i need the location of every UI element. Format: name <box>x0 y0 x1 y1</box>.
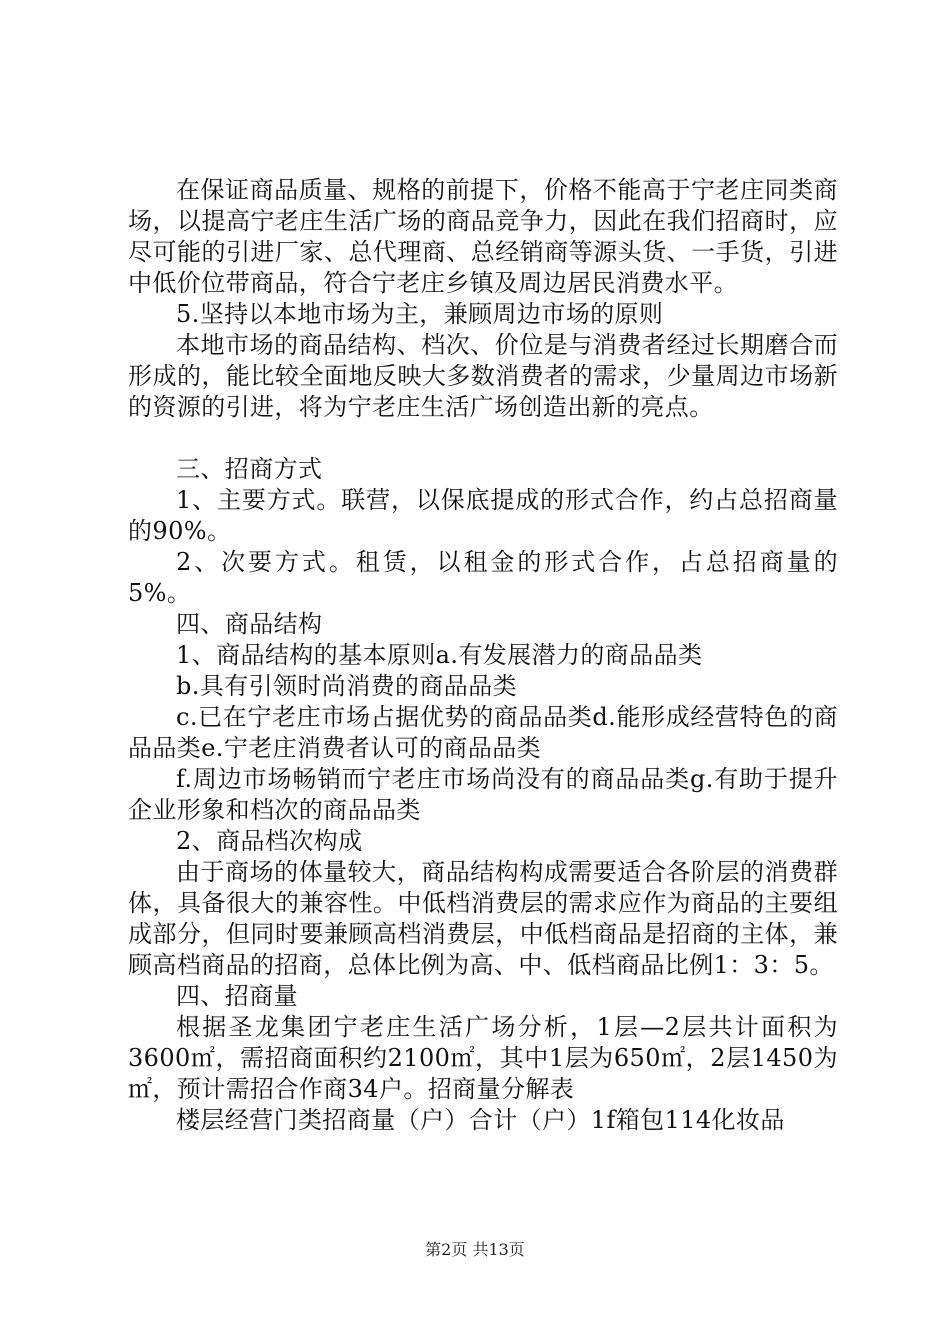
paragraph-volume-table-start: 楼层经营门类招商量（户）合计（户）1f箱包114化妆品 <box>176 1106 785 1134</box>
paragraph-structure-principle-b: b.具有引领时尚消费的商品品类 <box>176 672 517 700</box>
paragraph-structure-principle-a: 1、商品结构的基本原则a.有发展潜力的商品品类 <box>176 641 703 669</box>
paragraph-product-grade: 由于商场的体量较大，商品结构构成需要适合各阶层的消费群体，具备很大的兼容性。中低档消费层的需求应作为商品的主要组成部分，但同时要兼顾高档消费层，中低档商品是招商的主体，兼顾高档商品的招商，总体比例为高、中、低档商品比例1：3：5。 <box>128 858 838 979</box>
paragraph-structure-principle-cde: c.已在宁老庄市场占据优势的商品品类d.能形成经营特色的商品品类e.宁老庄消费者认可的商品品类 <box>128 703 838 762</box>
subheading-product-grade: 2、商品档次构成 <box>176 827 363 855</box>
paragraph-investment-volume: 根据圣龙集团宁老庄生活广场分析，1层—2层共计面积为3600㎡，需招商面积约2100㎡，其中1层为650㎡，2层1450为㎡，预计需招合作商34户。招商量分解表 <box>128 1013 838 1103</box>
document-body <box>128 175 838 1136</box>
paragraph-principle-5: 5.坚持以本地市场为主，兼顾周边市场的原则 <box>176 300 664 328</box>
page-footer <box>0 1240 950 1260</box>
section-heading-investment-method: 三、招商方式 <box>176 455 323 483</box>
paragraph-local-market: 本地市场的商品结构、档次、价位是与消费者经过长期磨合而形成的，能比较全面地反映大多数消费者的需求，少量周边市场新的资源的引进，将为宁老庄生活广场创造出新的亮点。 <box>128 331 838 421</box>
paragraph-secondary-method: 2、次要方式。租赁，以租金的形式合作，占总招商量的5%。 <box>128 548 838 607</box>
section-heading-product-structure: 四、商品结构 <box>176 610 323 638</box>
paragraph-primary-method: 1、主要方式。联营，以保底提成的形式合作，约占总招商量的90%。 <box>128 486 838 545</box>
section-heading-investment-volume: 四、招商量 <box>176 982 298 1010</box>
page-number-indicator: 第2页 共13页 <box>425 1240 525 1259</box>
paragraph-structure-principle-fg: f.周边市场畅销而宁老庄市场尚没有的商品品类g.有助于提升企业形象和档次的商品品类 <box>128 765 838 824</box>
paragraph-price-policy: 在保证商品质量、规格的前提下，价格不能高于宁老庄同类商场，以提高宁老庄生活广场的商品竞争力，因此在我们招商时，应尽可能的引进厂家、总代理商、总经销商等源头货、一手货，引进中低价位带商品，符合宁老庄乡镇及周边居民消费水平。 <box>128 176 838 297</box>
